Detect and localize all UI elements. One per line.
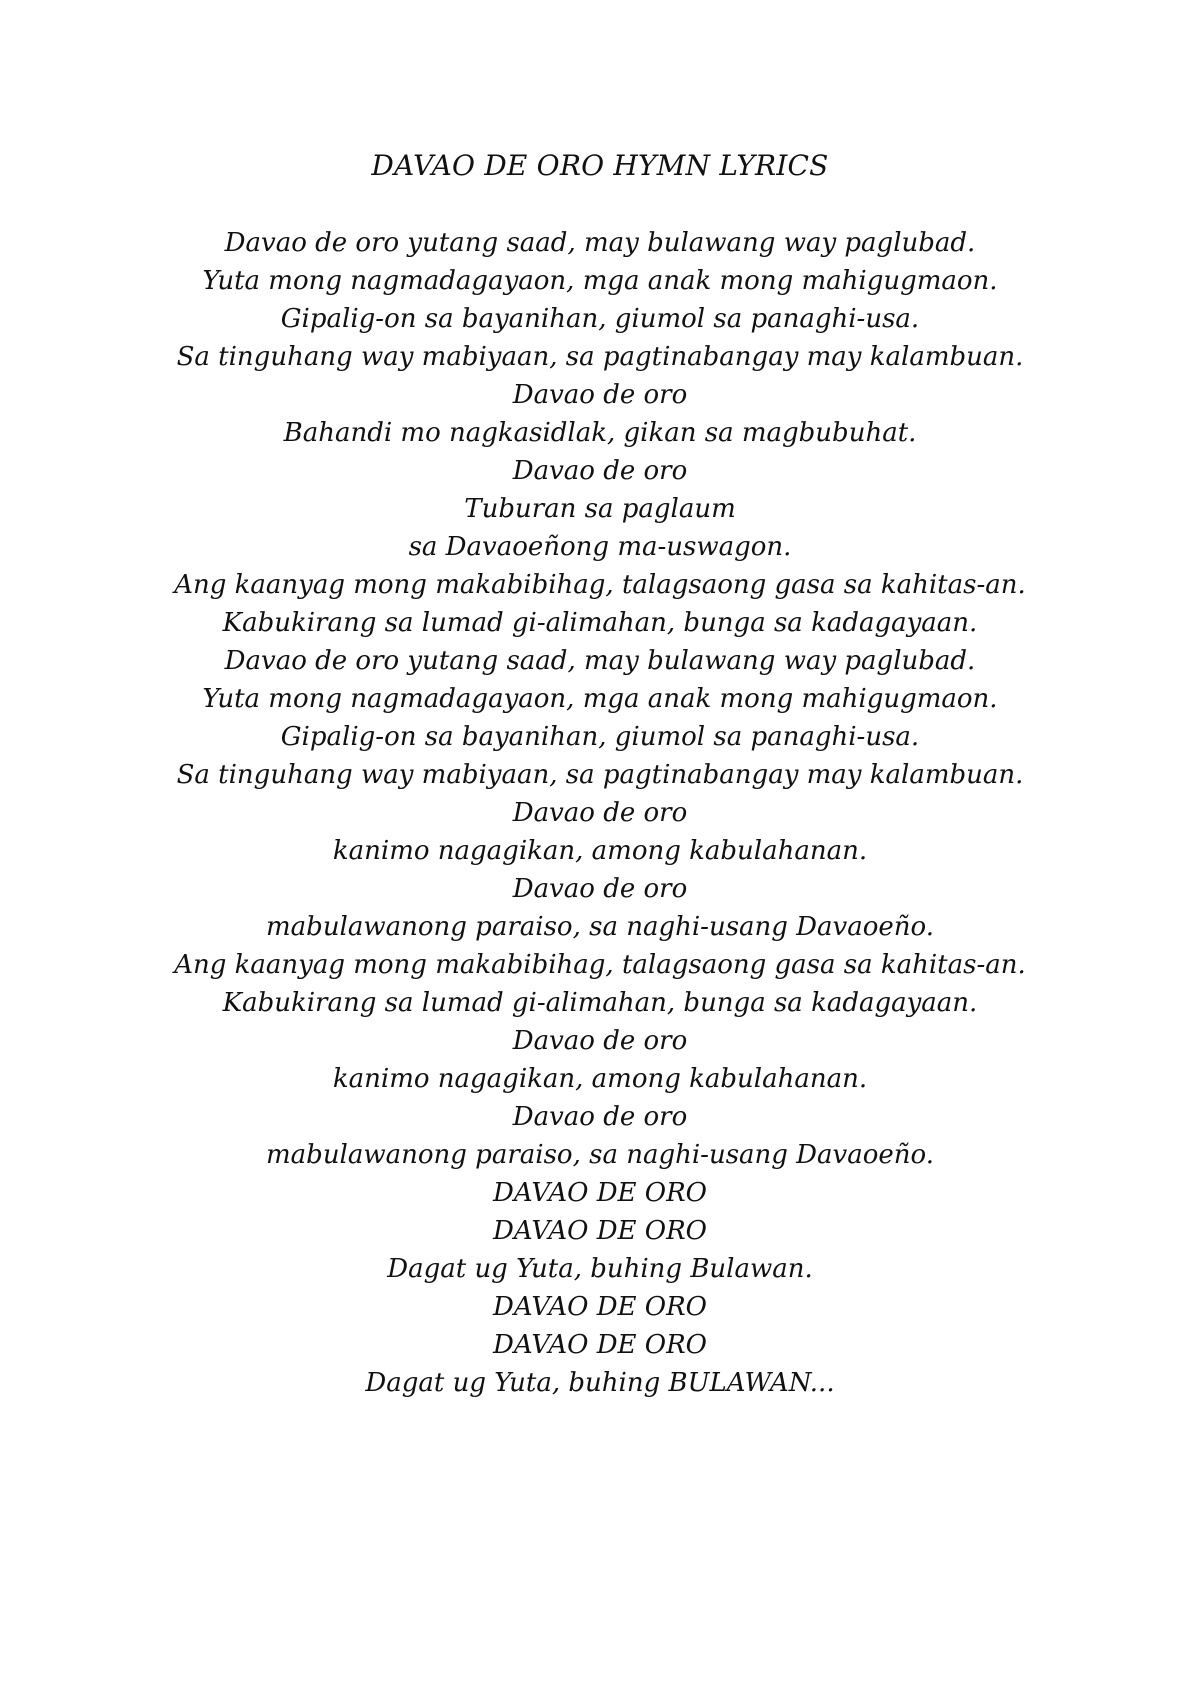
lyric-line: Bahandi mo nagkasidlak, gikan sa magbubuhat. [283,418,917,448]
lyric-line: kanimo nagagikan, among kabulahanan. [332,836,868,866]
lyric-line: mabulawanong paraiso, sa naghi-usang Davaoeño. [266,1140,934,1170]
lyric-line: sa Davaoeñong ma-uswagon. [408,532,792,562]
lyric-line: kanimo nagagikan, among kabulahanan. [332,1064,868,1094]
document-title: DAVAO DE ORO HYMN LYRICS [371,149,829,182]
lyric-line: Davao de oro yutang saad, may bulawang way paglubad. [224,646,976,676]
lyric-line: Ang kaanyag mong makabibihag, talagsaong gasa sa kahitas-an. [174,950,1026,980]
lyric-line: Gipalig-on sa bayanihan, giumol sa panaghi-usa. [280,722,920,752]
lyric-line: Davao de oro [512,456,688,486]
lyrics-list [0,224,1200,1402]
lyric-line: Davao de oro [512,380,688,410]
lyric-line: Yuta mong nagmadagayaon, mga anak mong mahigugmaon. [202,684,998,714]
lyric-line: Davao de oro [512,874,688,904]
lyric-line: mabulawanong paraiso, sa naghi-usang Davaoeño. [266,912,934,942]
lyric-line: Davao de oro [512,1102,688,1132]
lyric-line: DAVAO DE ORO [493,1178,707,1208]
lyric-line: Sa tinguhang way mabiyaan, sa pagtinabangay may kalambuan. [176,342,1024,372]
lyric-line: Yuta mong nagmadagayaon, mga anak mong mahigugmaon. [202,266,998,296]
lyric-line: Davao de oro [512,798,688,828]
lyric-line: Gipalig-on sa bayanihan, giumol sa panaghi-usa. [280,304,920,334]
lyric-line: Kabukirang sa lumad gi-alimahan, bunga sa kadagayaan. [222,608,978,638]
lyric-line: Davao de oro yutang saad, may bulawang way paglubad. [224,228,976,258]
lyric-line: DAVAO DE ORO [493,1330,707,1360]
lyric-line: Ang kaanyag mong makabibihag, talagsaong gasa sa kahitas-an. [174,570,1026,600]
lyric-line: DAVAO DE ORO [493,1292,707,1322]
lyric-line: Sa tinguhang way mabiyaan, sa pagtinabangay may kalambuan. [176,760,1024,790]
lyric-line: Kabukirang sa lumad gi-alimahan, bunga sa kadagayaan. [222,988,978,1018]
lyric-line: Davao de oro [512,1026,688,1056]
lyric-line: Dagat ug Yuta, buhing Bulawan. [387,1254,813,1284]
lyric-line: Dagat ug Yuta, buhing BULAWAN... [365,1368,835,1398]
lyric-line: Tuburan sa paglaum [464,494,736,524]
lyric-line: DAVAO DE ORO [493,1216,707,1246]
